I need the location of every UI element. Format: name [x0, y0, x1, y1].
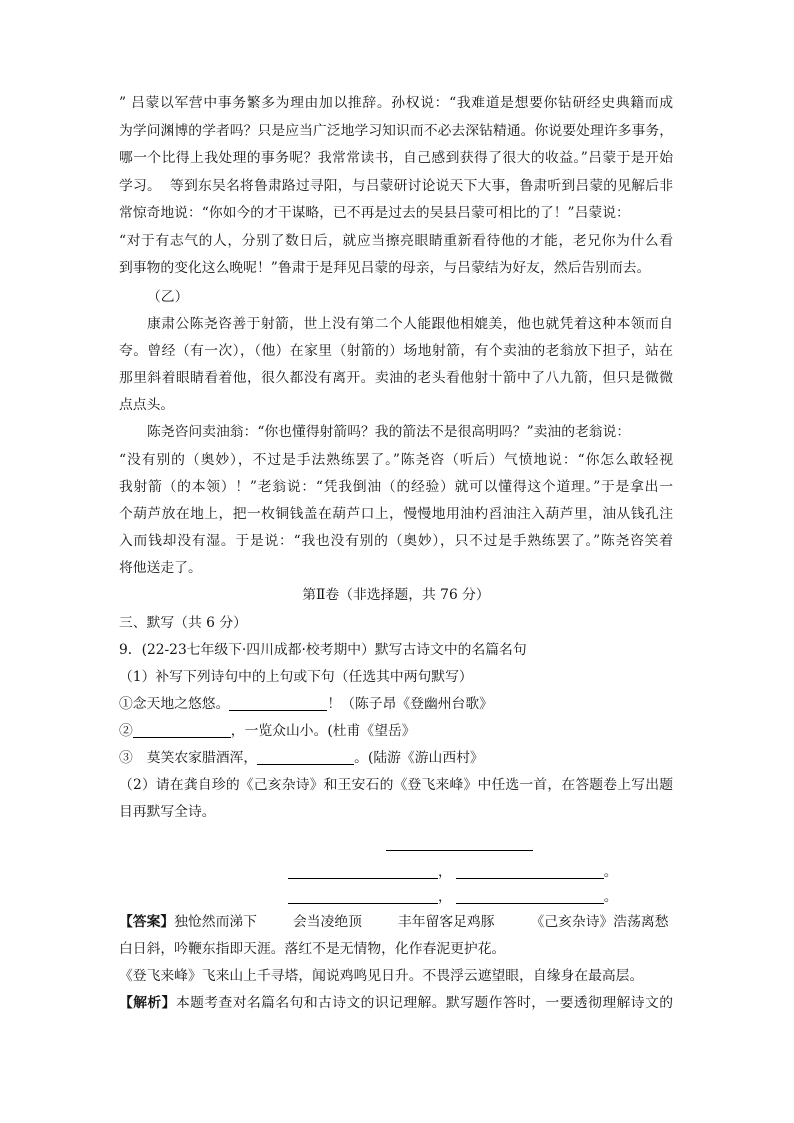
translation-line: 到事物的变化这么晚呢！”鲁肃于是拜见吕蒙的母亲，与吕蒙结为好友，然后告别而去。 [119, 260, 651, 276]
translation-line: 康肃公陈尧咨善于射箭，世上没有第二个人能跟他相媲美，他也就凭着这种本领而自 [147, 316, 673, 332]
answer-blank [288, 863, 438, 879]
poem-answer-line [288, 887, 628, 907]
answer-text: 独怆然而涕下 [174, 914, 257, 930]
translation-line: 夸。曾经（有一次），（他）在家里（射箭的）场地射箭，有个卖油的老翁放下担子，站在 [119, 343, 673, 359]
section-label-yi: （乙） [147, 289, 189, 305]
fill-in-item [119, 694, 673, 714]
translation-line: 个葫芦放在地上，把一枚铜钱盖在葫芦口上，慢慢地用油杓舀油注入葫芦里，油从钱孔注 [119, 506, 673, 522]
subquestion-prompt-line: （2）请在龚自珍的《己亥杂诗》和王安石的《登飞来峰》中任选一首，在答题卷上写出题 [119, 777, 673, 793]
volume-ii-title: 第Ⅱ卷（非选择题，共 76 分） [302, 587, 490, 603]
translation-line: 将他送走了。 [119, 560, 202, 576]
translation-line: ” 吕蒙以军营中事务繁多为理由加以推辞。孙权说：“我难道是想要你钻研经史典籍而成 [119, 95, 673, 111]
line-period: 。 [603, 889, 618, 905]
line-comma: ， [438, 889, 452, 905]
line-comma: ， [438, 864, 452, 880]
translation-line: 为学问渊博的学者吗？只是应当广泛地学习知识而不必去深钻精通。你说要处理许多事务， [119, 123, 673, 139]
item-marker: ② [119, 723, 133, 739]
fill-in-item [119, 748, 673, 768]
answer-poem-line: 白日斜，吟鞭东指即天涯。落红不是无情物，化作春泥更护花。 [119, 941, 506, 957]
section-heading: 三、默写（共 6 分） [119, 615, 247, 631]
translation-line: “对于有志气的人，分别了数日后，就应当擦亮眼睛重新看待他的才能，老兄你为什么看 [119, 233, 673, 249]
answer-row [119, 912, 673, 932]
analysis-text: 本题考查对名篇名句和古诗文的识记理解。默写题作答时，一要透彻理解诗文的 [175, 995, 674, 1011]
item-marker: ① [119, 696, 133, 712]
translation-line: “没有别的（奥妙），不过是手法熟练罢了。”陈尧咨（听后）气愤地说：“你怎么敢轻视 [119, 452, 673, 468]
answer-poem-line: 《登飞来峰》飞来山上千寻塔，闻说鸡鸣见日升。不畏浮云遮望眼，自缘身在最高层。 [119, 968, 644, 984]
poem-answer-line [288, 862, 628, 882]
answer-blank [257, 749, 354, 765]
fill-in-item [119, 721, 673, 741]
item-lead-text: 念天地之悠悠。 [132, 696, 230, 712]
analysis-row [119, 993, 673, 1013]
subquestion-prompt: （1）补写下列诗句中的上句或下句（任选其中两句默写） [119, 669, 473, 685]
answer-text: 丰年留客足鸡豚 [397, 914, 495, 930]
translation-line: 我射箭（的本领）！”老翁说：“凭我倒油（的经验）就可以懂得这个道理。”于是拿出一 [119, 479, 673, 495]
translation-line: 学习。 等到东吴名将鲁肃路过寻阳，与吕蒙研讨论说天下大事，鲁肃听到吕蒙的见解后非 [119, 178, 673, 194]
answer-text: 会当凌绝顶 [292, 914, 362, 930]
answer-blank [288, 888, 438, 904]
answer-blank [229, 695, 327, 711]
line-period: 。 [603, 864, 618, 880]
subquestion-prompt-line: 目再默写全诗。 [119, 804, 216, 820]
item-tail-text: 。(陆游《游山西村》 [354, 750, 484, 766]
translation-line: 常惊奇地说：“你如今的才干谋略，已不再是过去的吴县吕蒙可相比的了！”吕蒙说： [119, 205, 630, 221]
answer-poem-text: 《己亥杂诗》浩荡离愁 [530, 914, 669, 930]
translation-line: 那里斜着眼睛看着他，很久都没有离开。卖油的老头看他射十箭中了八九箭，但只是微微 [119, 370, 673, 386]
poem-title-blank [386, 835, 533, 851]
item-marker: ③ [119, 750, 133, 766]
item-lead-text: 莫笑农家腊酒浑， [146, 750, 258, 766]
translation-line: 点点头。 [119, 397, 175, 413]
answer-blank [456, 863, 604, 879]
answer-label: 【答案】 [119, 914, 175, 930]
translation-line: 哪一个比得上我处理的事务呢？我常常读书，自己感到获得了很大的收益。”吕蒙于是开始 [119, 150, 673, 166]
translation-line: 入而钱却没有湿。于是说：“我也没有别的（奥妙），只不过是手熟练罢了。”陈尧咨笑着 [119, 533, 673, 549]
item-tail-text: ！（陈子昂《登幽州台歌》 [327, 696, 493, 712]
answer-blank [456, 888, 604, 904]
translation-line: 陈尧咨问卖油翁：“你也懂得射箭吗？我的箭法不是很高明吗？”卖油的老翁说： [147, 424, 631, 440]
answer-blank [133, 722, 231, 738]
item-tail-text: ，一览众山小。(杜甫《望岳》 [230, 723, 416, 739]
question-stem: 9．(22-23七年级下·四川成都·校考期中）默写古诗文中的名篇名句 [119, 642, 527, 658]
analysis-label: 【解析】 [119, 995, 176, 1011]
